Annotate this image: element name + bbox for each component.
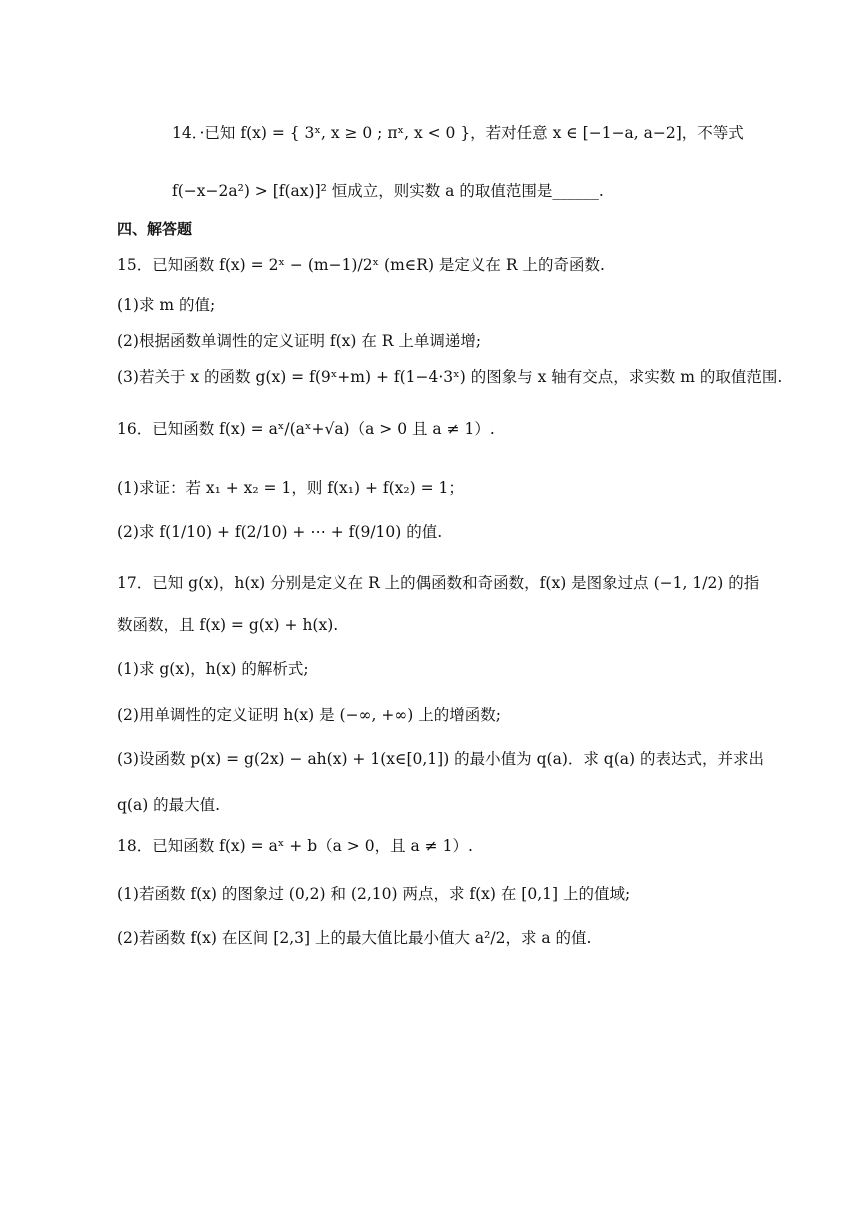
q16-part-1: (1)求证：若 x₁ + x₂ = 1，则 f(x₁) + f(x₂) = 1； [117, 479, 464, 497]
q17-part-1: (1)求 g(x)，h(x) 的解析式; [117, 660, 309, 678]
q15-part-1: (1)求 m 的值; [117, 296, 216, 314]
q16-part-2: (2)求 f(1/10) + f(2/10) + ⋯ + f(9/10) 的值. [117, 523, 443, 541]
q14-line-2: f(−x−2a²) > [f(ax)]² 恒成立，则实数 a 的取值范围是______. [172, 182, 604, 200]
q17-part-2: (2)用单调性的定义证明 h(x) 是 (−∞, +∞) 上的增函数; [117, 706, 501, 724]
q17-stem-b: 数函数，且 f(x) = g(x) + h(x). [117, 616, 339, 634]
q15-part-2: (2)根据函数单调性的定义证明 f(x) 在 R 上单调递增; [117, 332, 482, 350]
q15-part-3: (3)若关于 x 的函数 g(x) = f(9ˣ+m) + f(1−4·3ˣ) 的图象与 x 轴有交点，求实数 m 的取值范围. [117, 368, 783, 386]
q15-stem: 15．已知函数 f(x) = 2ˣ − (m−1)/2ˣ (m∈R) 是定义在 R 上的奇函数. [117, 256, 605, 274]
q17-stem-a: 17．已知 g(x)，h(x) 分别是定义在 R 上的偶函数和奇函数，f(x) 是图象过点 (−1, 1/2) 的指 [117, 574, 760, 592]
q17-part-3a: (3)设函数 p(x) = g(2x) − ah(x) + 1(x∈[0,1]) 的最小值为 q(a)．求 q(a) 的表达式，并求出 [117, 750, 764, 768]
q18-part-2: (2)若函数 f(x) 在区间 [2,3] 上的最大值比最小值大 a²/2，求 a 的值. [117, 929, 592, 947]
section-title: 四、解答题 [117, 220, 193, 238]
q14-line-1: 14．·已知 f(x) = { 3ˣ, x ≥ 0 ; πˣ, x < 0 }，若对任意 x ∈ [−1−a, a−2]，不等式 [172, 124, 744, 142]
q18-part-1: (1)若函数 f(x) 的图象过 (0,2) 和 (2,10) 两点，求 f(x) 在 [0,1] 上的值域; [117, 885, 631, 903]
q18-stem: 18．已知函数 f(x) = aˣ + b（a > 0，且 a ≠ 1）. [117, 837, 473, 855]
q16-stem: 16．已知函数 f(x) = aˣ/(aˣ+√a)（a > 0 且 a ≠ 1）. [117, 420, 495, 438]
q17-part-3b: q(a) 的最大值. [117, 796, 221, 814]
